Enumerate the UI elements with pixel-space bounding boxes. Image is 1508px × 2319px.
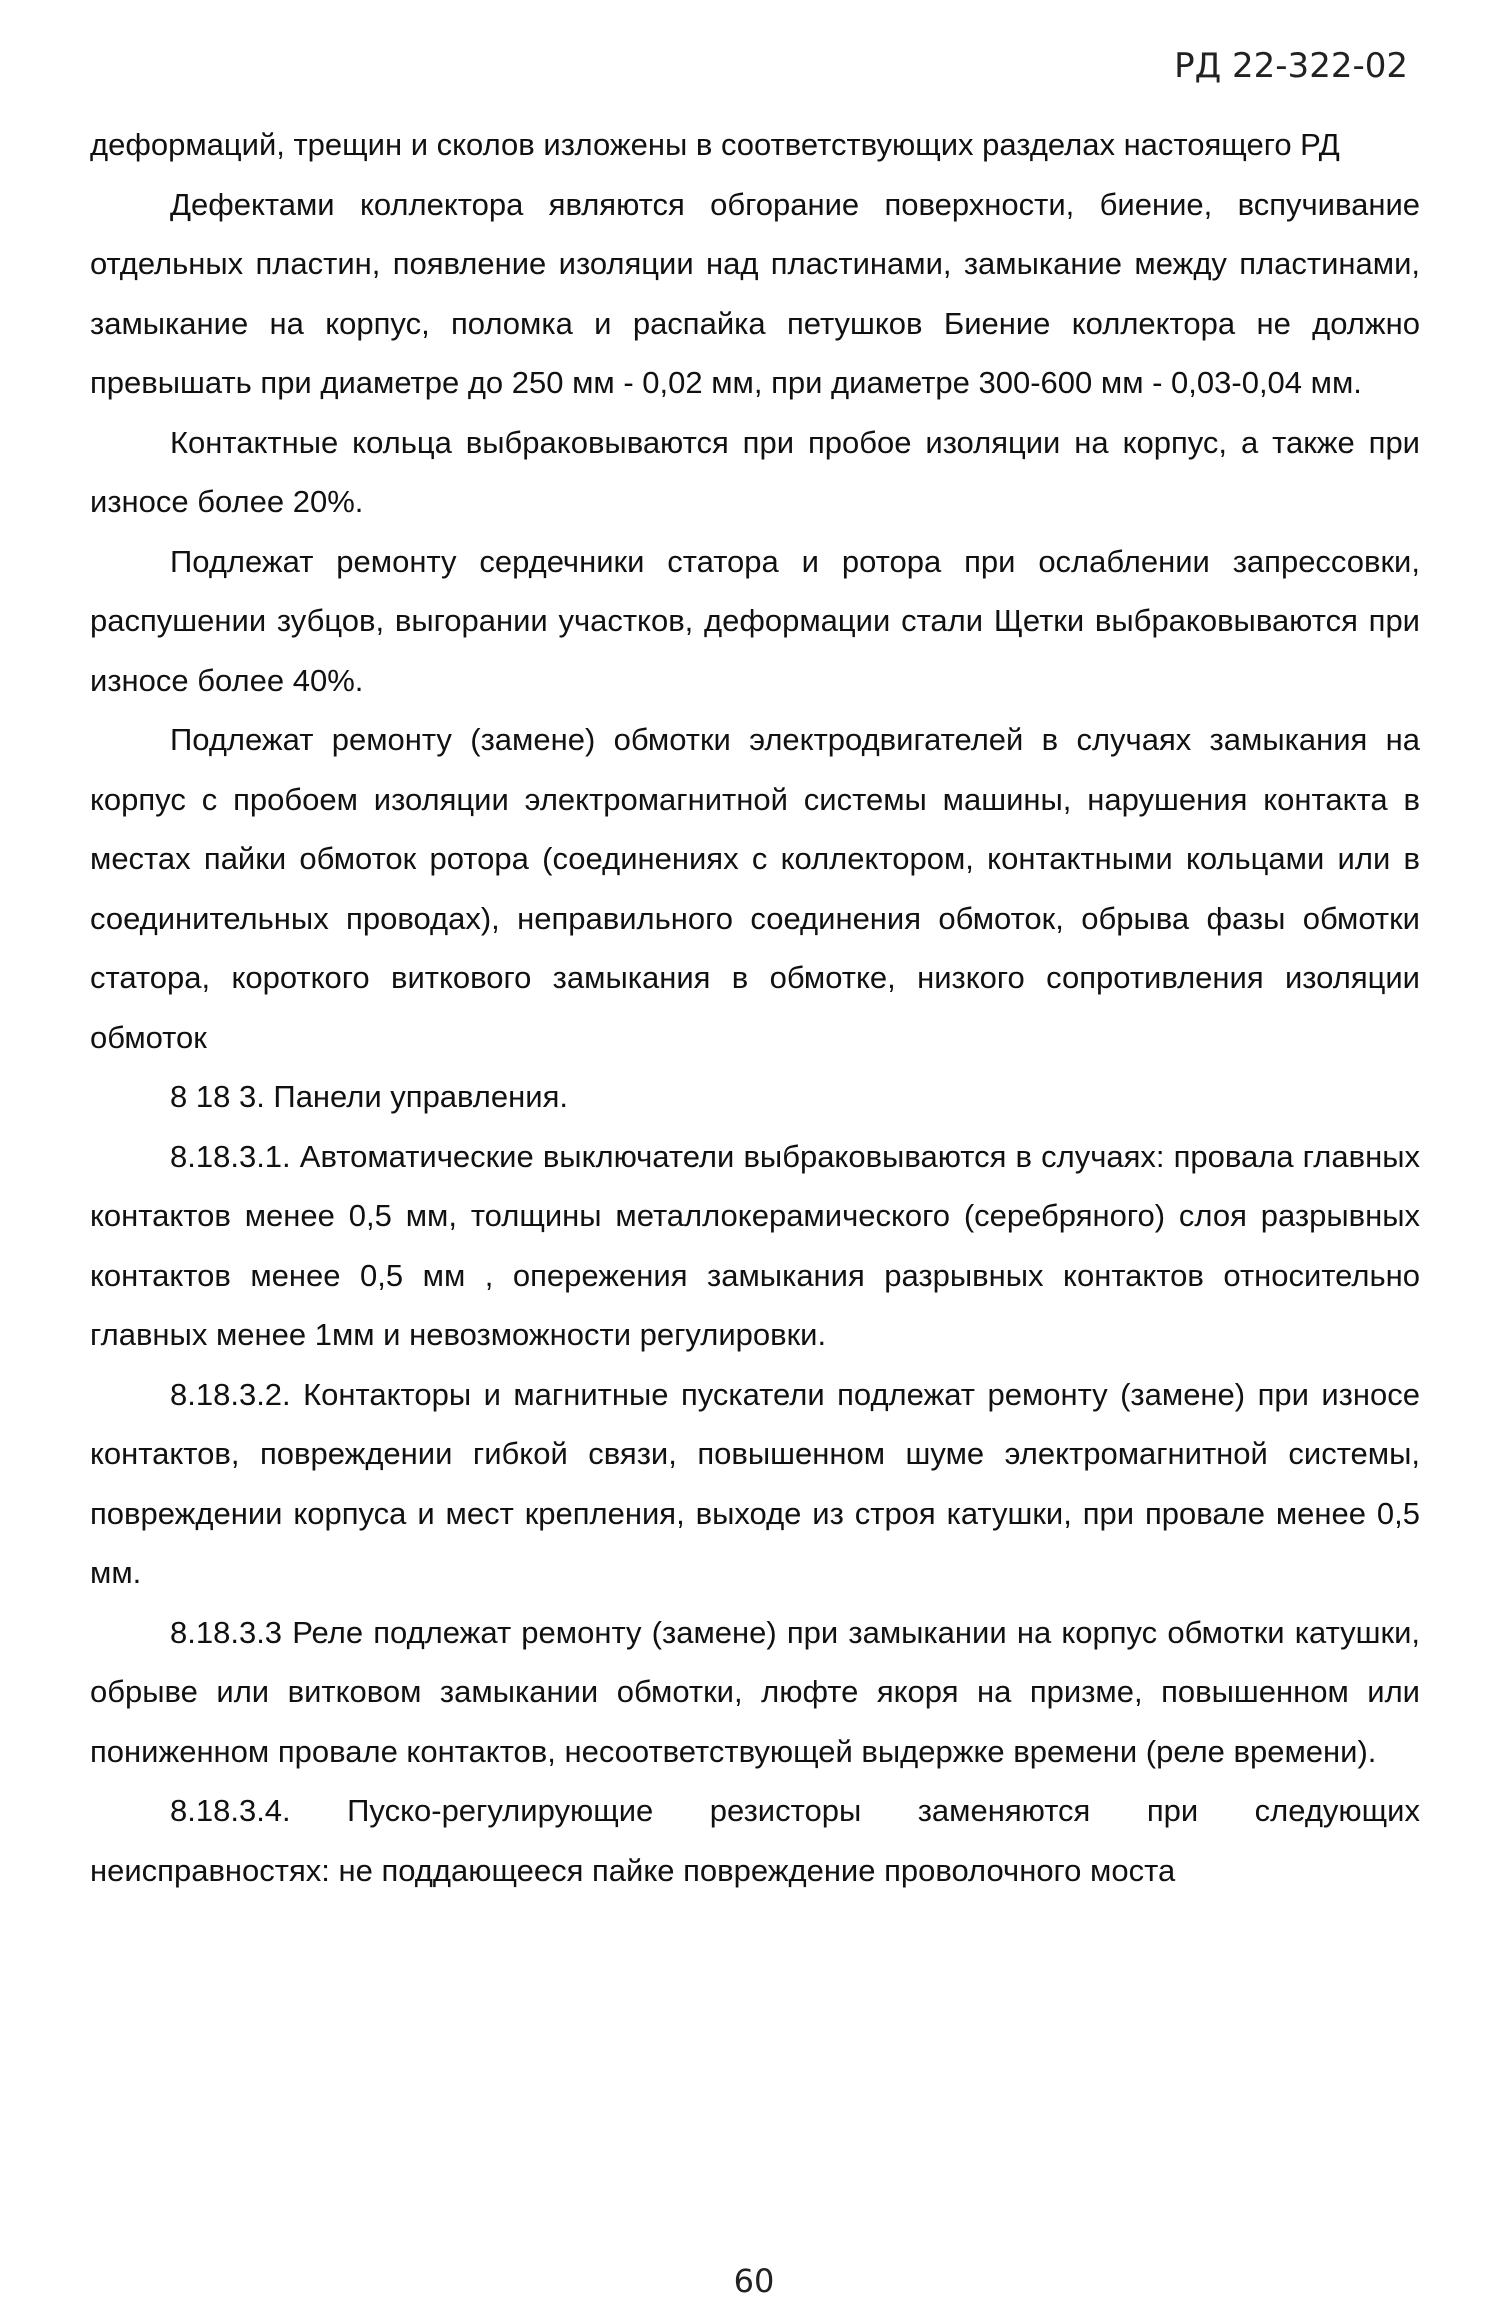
document-code: РД 22-322-02 xyxy=(1174,46,1408,86)
paragraph: 8.18.3.3 Реле подлежат ремонту (замене) при замыкании на корпус обмотки катушки, обрыве или витковом замыкании обмотки, люфте якоря на призме, повышенном или пониженном провале контактов, несоответствующей выдержке времени (реле времени). xyxy=(90,1614,1420,1769)
paragraph: 8.18.3.2. Контакторы и магнитные пускатели подлежат ремонту (замене) при износе контактов, повреждении гибкой связи, повышенном шуме электромагнитной системы, повреждении корпуса и мест крепления, выходе из строя катушки, при провале менее 0,5 мм. xyxy=(90,1376,1420,1590)
paragraph: 8.18.3.1. Автоматические выключатели выбраковываются в случаях: провала главных контактов менее 0,5 мм, толщины металлокерамического (серебряного) слоя разрывных контактов менее 0,5 мм , опережения замыкания разрывных контактов относительно главных менее 1мм и невозможности регулировки. xyxy=(90,1138,1420,1352)
paragraph: Подлежат ремонту сердечники статора и ротора при ослаблении запрессовки, распушении зубцов, выгорании участков, деформации стали Щетки выбраковываются при износе более 40%. xyxy=(90,543,1420,698)
section-heading: 8 18 3. Панели управления. xyxy=(170,1079,568,1114)
page-number: 60 xyxy=(733,2262,775,2300)
document-body xyxy=(90,115,1420,1900)
paragraph: 8.18.3.4. Пуско-регулирующие резисторы заменяются при следующих неисправностях: не поддающееся пайке повреждение проволочного моста xyxy=(90,1793,1420,1888)
paragraph: деформаций, трещин и сколов изложены в соответствующих разделах настоящего РД xyxy=(90,127,1340,162)
paragraph: Дефектами коллектора являются обгорание поверхности, биение, вспучивание отдельных пластин, появление изоляции над пластинами, замыкание между пластинами, замыкание на корпус, поломка и распайка петушков Биение коллектора не должно превышать при диаметре до 250 мм - 0,02 мм, при диаметре 300-600 мм - 0,03-0,04 мм. xyxy=(90,186,1420,400)
paragraph: Подлежат ремонту (замене) обмотки электродвигателей в случаях замыкания на корпус с пробоем изоляции электромагнитной системы машины, нарушения контакта в местах пайки обмоток ротора (соединениях с коллектором, контактными кольцами или в соединительных проводах), неправильного соединения обмоток, обрыва фазы обмотки статора, короткого виткового замыкания в обмотке, низкого сопротивления изоляции обмоток xyxy=(90,722,1420,1055)
paragraph: Контактные кольца выбраковываются при пробое изоляции на корпус, а также при износе более 20%. xyxy=(90,424,1420,519)
